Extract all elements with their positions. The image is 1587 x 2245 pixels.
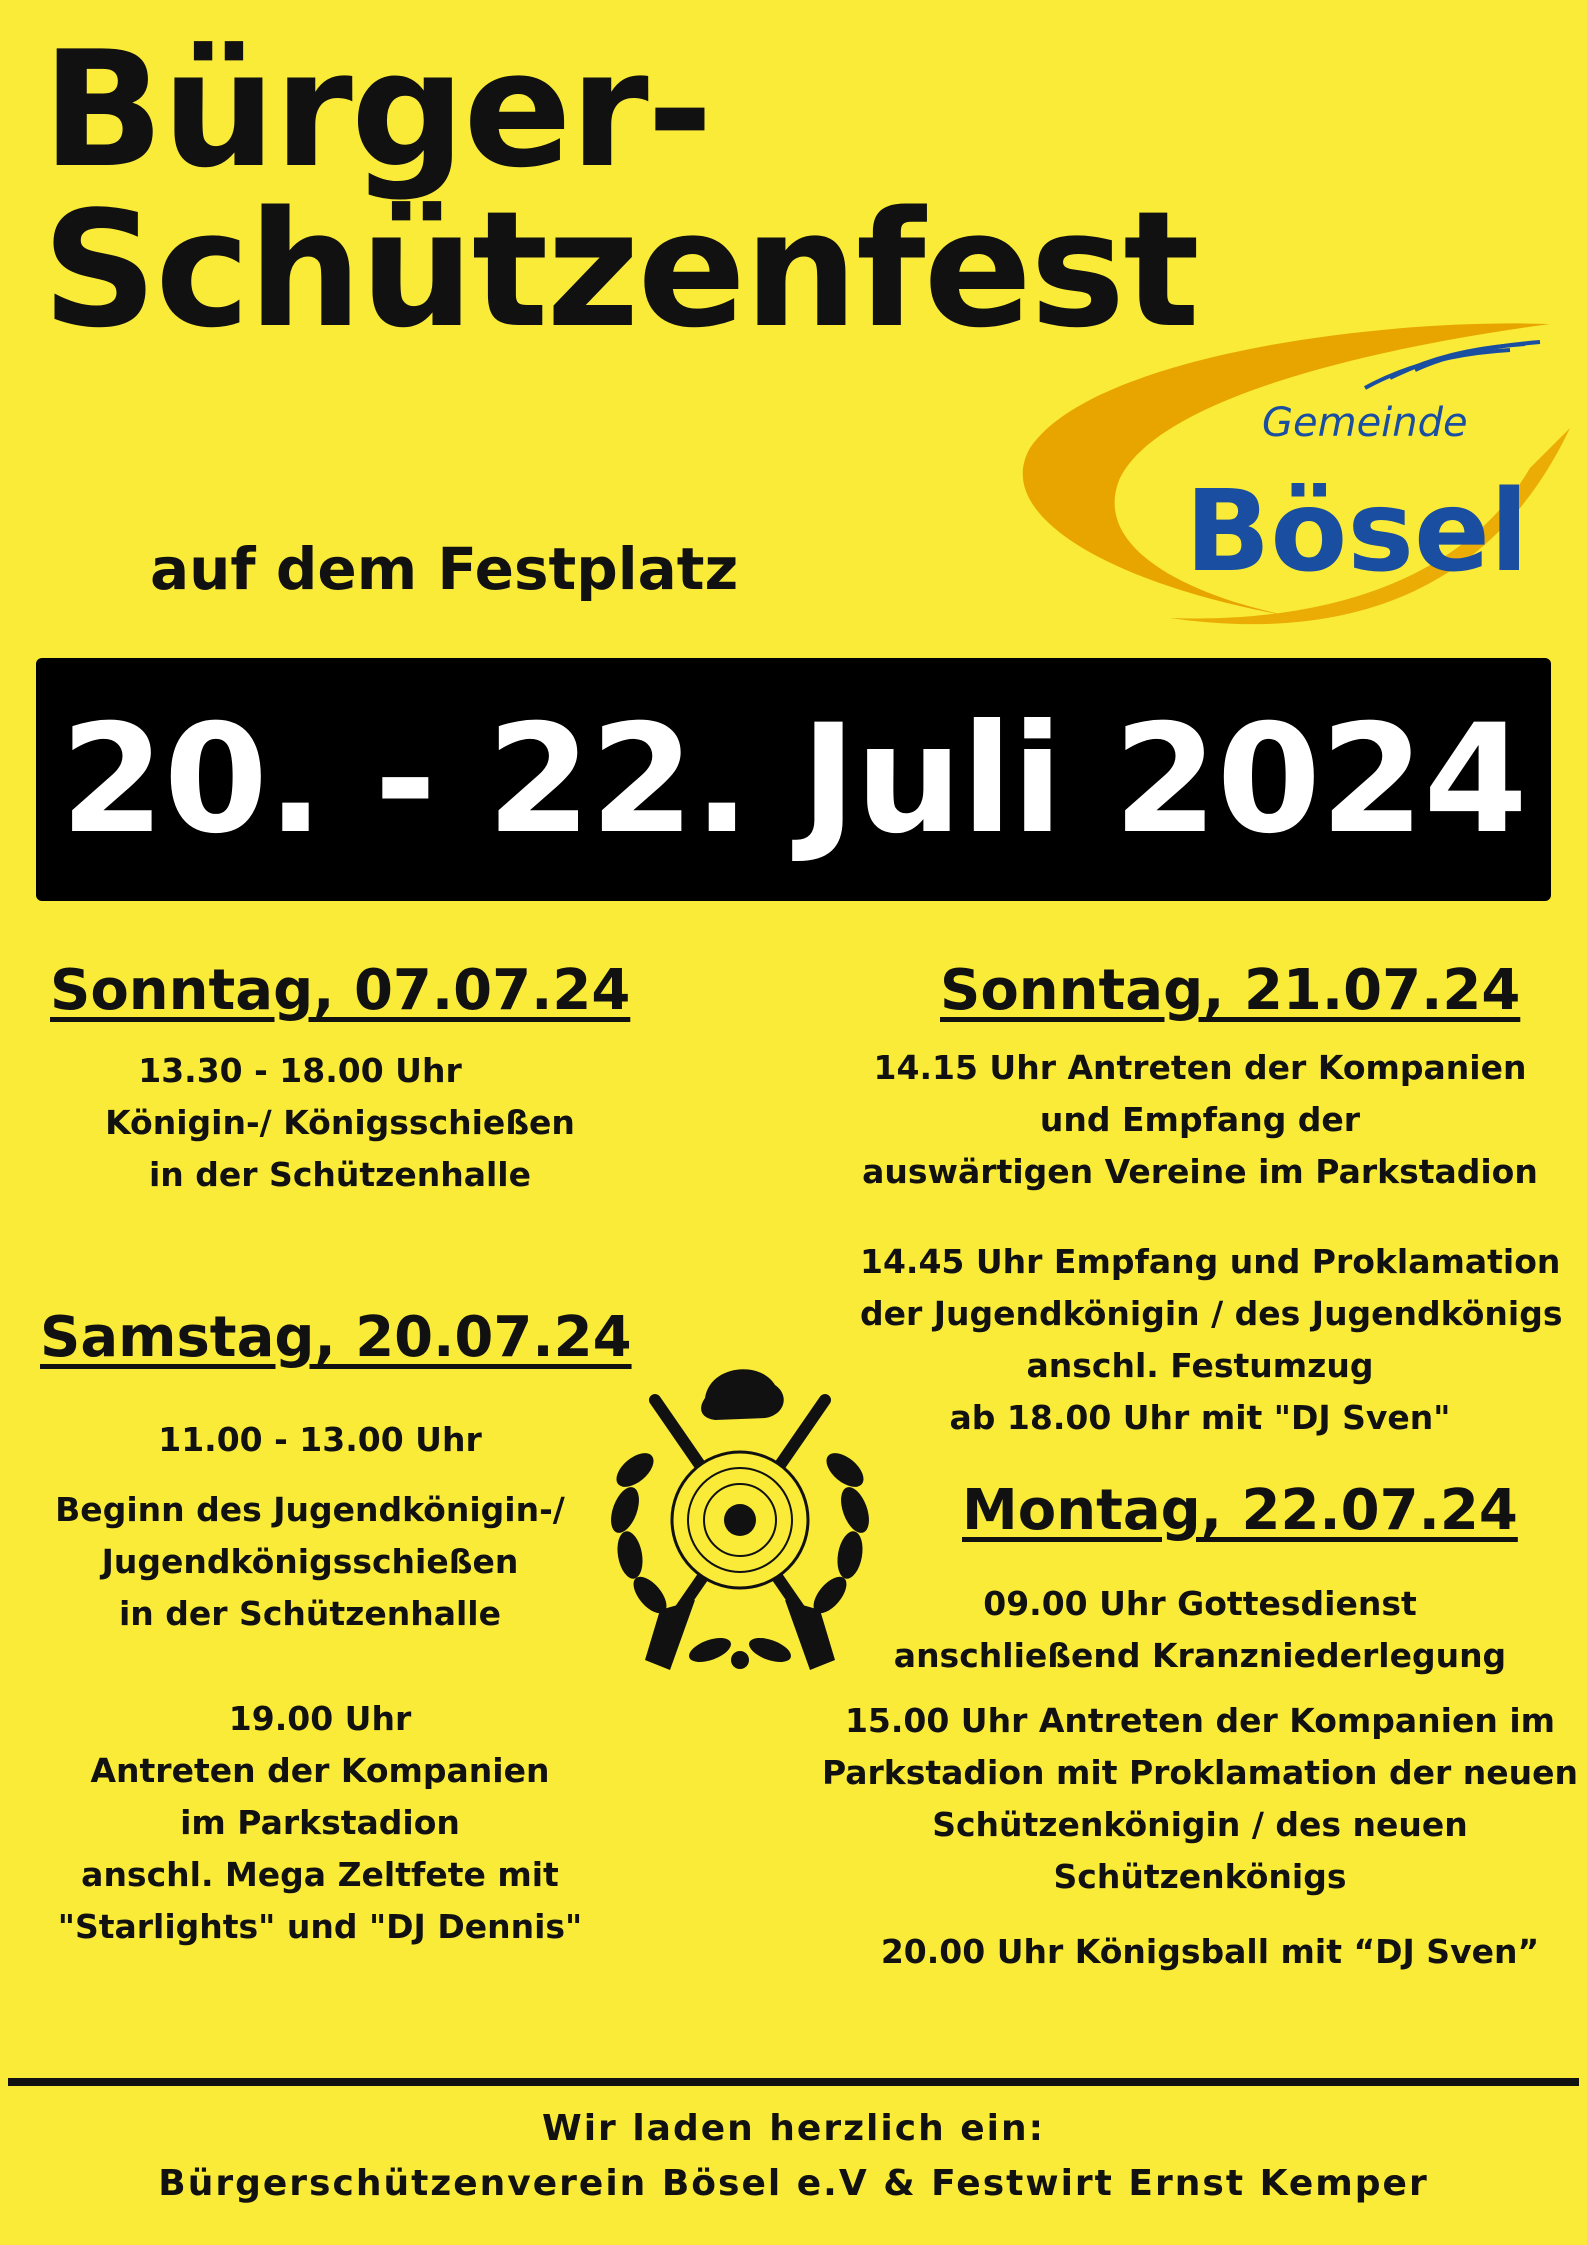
monday-schedule-3 bbox=[860, 1926, 1560, 1978]
schedule-line: 19.00 Uhr bbox=[228, 1699, 412, 1738]
schedule-line: 13.30 - 18.00 Uhr bbox=[138, 1051, 462, 1090]
schedule-line: ab 18.00 Uhr mit "DJ Sven" bbox=[949, 1398, 1451, 1437]
schedule-line: in der Schützenhalle bbox=[149, 1155, 531, 1194]
shooting-target-emblem-icon bbox=[600, 1360, 880, 1700]
schedule-line: Parkstadion mit Proklamation der neuen bbox=[821, 1753, 1579, 1792]
schedule-line: in der Schützenhalle bbox=[119, 1594, 501, 1633]
schedule-line: 20.00 Uhr Königsball mit “DJ Sven” bbox=[880, 1932, 1540, 1971]
day-heading-sunday-2: Sonntag, 21.07.24 bbox=[940, 958, 1521, 1023]
schedule-line: im Parkstadion bbox=[180, 1803, 460, 1842]
day-heading-saturday: Samstag, 20.07.24 bbox=[40, 1305, 632, 1370]
title-line-1: Bürger- bbox=[42, 16, 712, 203]
schedule-line: Jugendkönigsschießen bbox=[101, 1542, 519, 1581]
saturday-schedule-3 bbox=[40, 1693, 600, 1953]
monday-schedule-1 bbox=[860, 1578, 1540, 1682]
footer-divider bbox=[8, 2078, 1579, 2086]
sunday-2-schedule-2 bbox=[860, 1236, 1563, 1444]
schedule-line: 09.00 Uhr Gottesdienst bbox=[983, 1584, 1417, 1623]
schedule-line: 15.00 Uhr Antreten der Kompanien im bbox=[844, 1701, 1556, 1740]
logo-top-text: Gemeinde bbox=[1262, 400, 1468, 446]
schedule-line: 11.00 - 13.00 Uhr bbox=[158, 1420, 482, 1459]
schedule-line: anschl. Festumzug bbox=[1026, 1346, 1374, 1385]
schedule-line: 14.45 Uhr Empfang und Proklamation bbox=[860, 1242, 1561, 1281]
logo-main-text: Bösel bbox=[1185, 467, 1529, 597]
schedule-line: und Empfang der bbox=[1039, 1100, 1361, 1139]
footer-organizers: Bürgerschützenverein Bösel e.V & Festwirt Ernst Kemper bbox=[158, 2163, 1429, 2204]
schedule-line: Beginn des Jugendkönigin-/ bbox=[55, 1490, 565, 1529]
sunday-1-schedule bbox=[60, 1045, 620, 1201]
day-heading-monday: Montag, 22.07.24 bbox=[962, 1478, 1518, 1543]
title-line-2: Schützenfest bbox=[42, 176, 1198, 363]
schedule-line: Königin-/ Königsschießen bbox=[105, 1103, 575, 1142]
date-banner-text: 20. - 22. Juli 2024 bbox=[60, 692, 1527, 867]
monday-schedule-2 bbox=[820, 1695, 1580, 1903]
schedule-line: anschließend Kranzniederlegung bbox=[893, 1636, 1507, 1675]
schedule-line: anschl. Mega Zeltfete mit bbox=[81, 1855, 559, 1894]
sunday-2-schedule-1 bbox=[860, 1042, 1540, 1198]
schedule-line: auswärtigen Vereine im Parkstadion bbox=[862, 1152, 1538, 1191]
schedule-line: der Jugendkönigin / des Jugendkönigs bbox=[860, 1294, 1563, 1333]
gemeinde-boesel-logo bbox=[1010, 318, 1570, 638]
saturday-schedule-2 bbox=[40, 1484, 580, 1640]
saturday-schedule-1 bbox=[40, 1414, 600, 1466]
schedule-line: 14.15 Uhr Antreten der Kompanien bbox=[873, 1048, 1527, 1087]
schedule-line: Schützenkönigs bbox=[1053, 1857, 1347, 1896]
schedule-line: "Starlights" und "DJ Dennis" bbox=[57, 1907, 583, 1946]
day-heading-sunday-1: Sonntag, 07.07.24 bbox=[50, 958, 631, 1023]
schedule-line: Schützenkönigin / des neuen bbox=[932, 1805, 1468, 1844]
subtitle: auf dem Festplatz bbox=[150, 535, 739, 603]
footer-invitation: Wir laden herzlich ein: bbox=[541, 2108, 1046, 2149]
date-banner bbox=[36, 658, 1551, 901]
schedule-line: Antreten der Kompanien bbox=[90, 1751, 550, 1790]
